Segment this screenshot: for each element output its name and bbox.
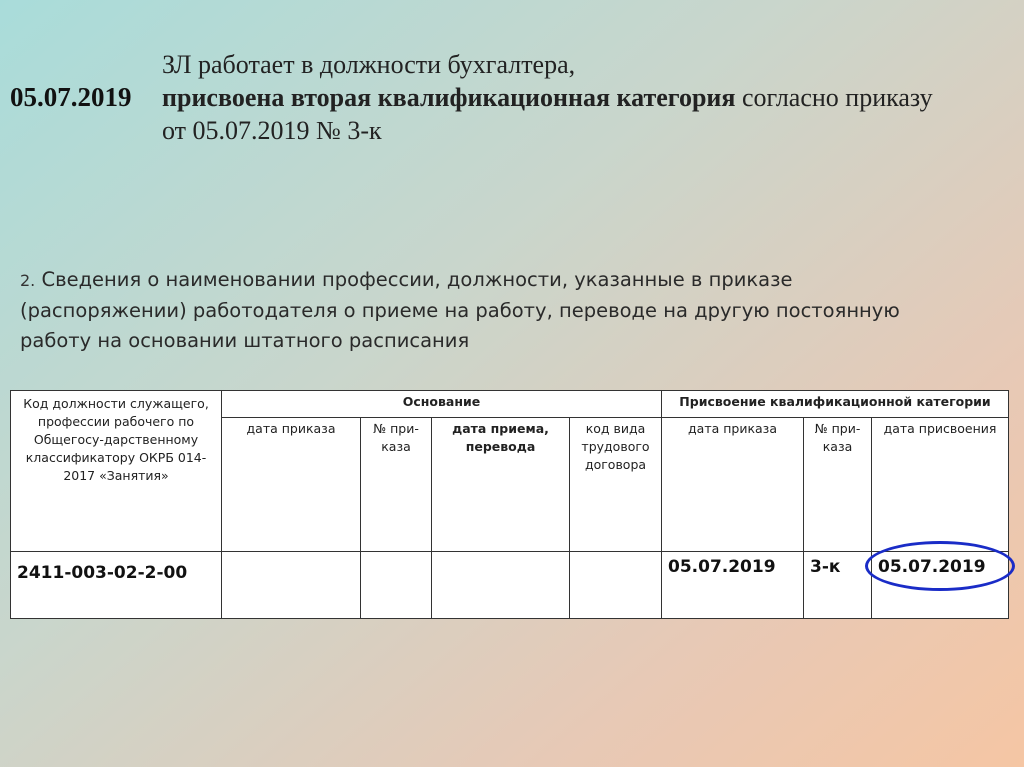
header-basis: Основание — [222, 391, 662, 418]
cell-order-number — [361, 552, 432, 619]
cell-q-order-number: 3-к — [804, 552, 872, 619]
header-contract-type: код вида трудового договора — [570, 418, 662, 552]
entry-date: 05.07.2019 — [10, 82, 132, 112]
header-position-code: Код должности служащего, профессии рабочего по Общегосу-дарственному классификатору ОКРБ 014-2017 «Занятия» — [11, 391, 222, 552]
record-table — [10, 390, 1009, 619]
section-line-1 — [20, 265, 980, 296]
entry-line-2-bold: присвоена вторая квалификационная категория — [162, 83, 736, 112]
header-q-assign-date: дата присвоения — [872, 418, 1009, 552]
header-hire-date: дата приема, перевода — [432, 418, 570, 552]
cell-hire-date — [432, 552, 570, 619]
section-line-2: (распоряжении) работодателя о приеме на работу, переводе на другую постоянную — [20, 299, 900, 322]
entry-text — [162, 48, 1012, 147]
entry-line-2-rest: согласно приказу — [735, 83, 933, 112]
cell-order-date — [222, 552, 361, 619]
header-order-date: дата приказа — [222, 418, 361, 552]
header-qualification: Присвоение квалификационной категории — [662, 391, 1009, 418]
highlight-ellipse — [865, 541, 1015, 591]
section-line-1-text: Сведения о наименовании профессии, должности, указанные в приказе — [35, 268, 793, 291]
table-row — [11, 552, 1009, 619]
header-q-order-number: № при-каза — [804, 418, 872, 552]
header-order-number: № при-каза — [361, 418, 432, 552]
section-line-3: работу на основании штатного расписания — [20, 329, 470, 352]
entry-line-2 — [162, 81, 1012, 114]
cell-position-code: 2411-003-02-2-00 — [11, 552, 222, 619]
header-q-order-date: дата приказа — [662, 418, 804, 552]
entry-line-3: от 05.07.2019 № 3-к — [162, 116, 382, 145]
section-number: 2. — [20, 271, 36, 290]
section-heading — [20, 265, 980, 356]
cell-contract-type — [570, 552, 662, 619]
cell-q-order-date: 05.07.2019 — [662, 552, 804, 619]
cell-q-assign-date: 05.07.2019 — [872, 552, 1009, 619]
entry-line-1: ЗЛ работает в должности бухгалтера, — [162, 50, 576, 79]
